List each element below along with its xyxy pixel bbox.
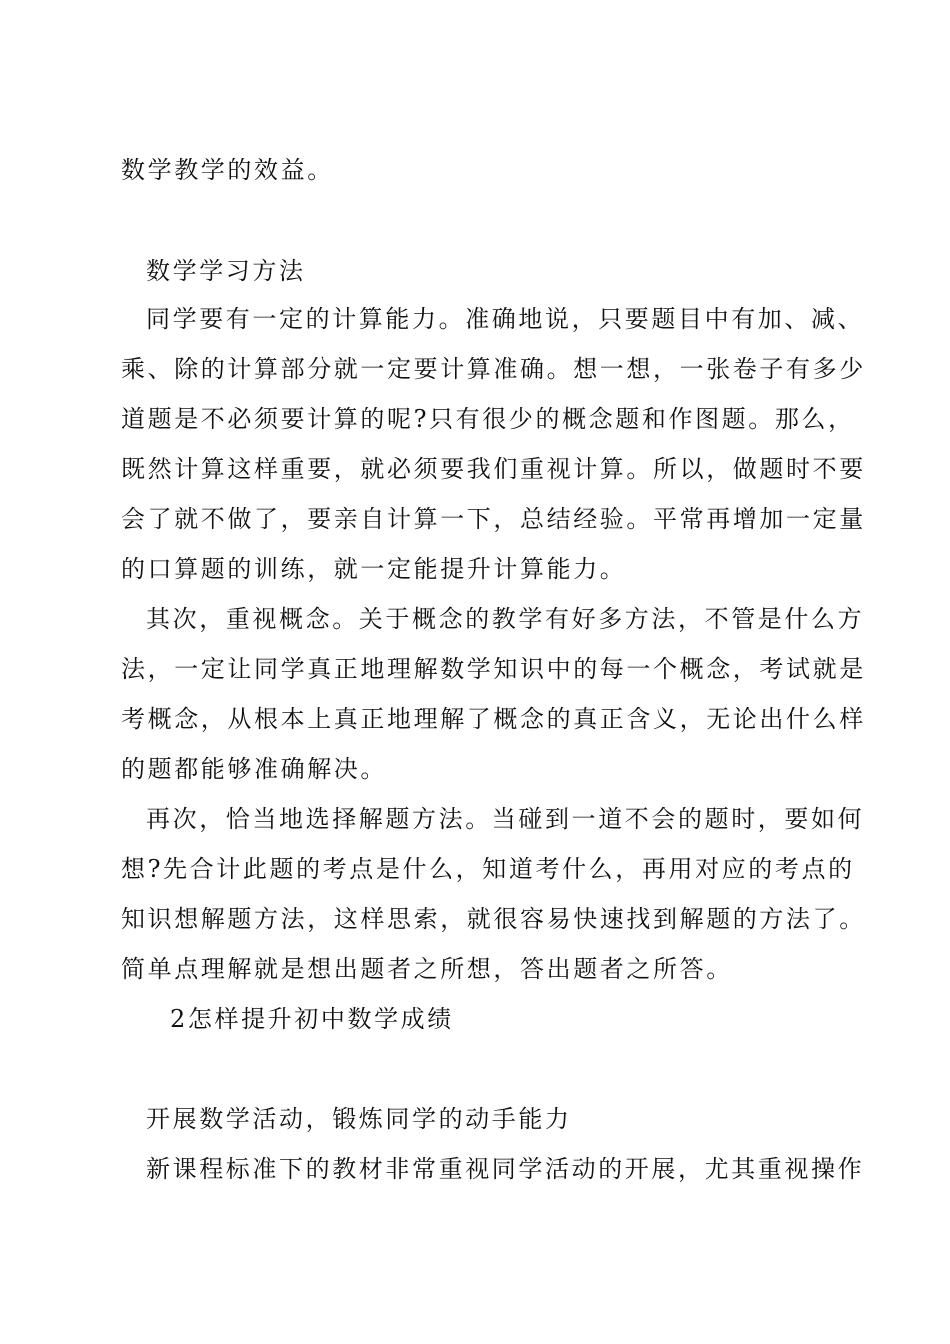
section-heading: 开展数学活动，锻炼同学的动手能力 <box>146 1105 572 1133</box>
paragraph-line: 道题是不必须要计算的呢?只有很少的概念题和作图题。那么， <box>121 405 855 433</box>
section-heading: 数学学习方法 <box>146 257 306 285</box>
paragraph-line: 考概念，从根本上真正地理解了概念的真正含义，无论出什么样 <box>121 705 866 733</box>
paragraph-line: 数学教学的效益。 <box>121 156 334 184</box>
paragraph-line: 新课程标准下的教材非常重视同学活动的开展，尤其重视操作 <box>146 1155 865 1183</box>
paragraph-line: 简单点理解就是想出题者之所想，答出题者之所答。 <box>121 955 733 983</box>
paragraph-line: 知识想解题方法，这样思索，就很容易快速找到解题的方法了。 <box>121 905 866 933</box>
section-heading: 2怎样提升初中数学成绩 <box>170 1005 454 1033</box>
paragraph-line: 会了就不做了，要亲自计算一下，总结经验。平常再增加一定量 <box>121 505 866 533</box>
paragraph-line: 同学要有一定的计算能力。准确地说，只要题目中有加、减、 <box>146 305 865 333</box>
paragraph-line: 既然计算这样重要，就必须要我们重视计算。所以，做题时不要 <box>121 455 866 483</box>
paragraph-line: 想?先合计此题的考点是什么，知道考什么，再用对应的考点的 <box>121 855 855 883</box>
paragraph-line: 乘、除的计算部分就一定要计算准确。想一想，一张卷子有多少 <box>121 355 866 383</box>
paragraph-line: 的口算题的训练，就一定能提升计算能力。 <box>121 555 627 583</box>
paragraph-line: 法，一定让同学真正地理解数学知识中的每一个概念，考试就是 <box>121 655 866 683</box>
paragraph-line: 的题都能够准确解决。 <box>121 755 387 783</box>
paragraph-line: 其次，重视概念。关于概念的教学有好多方法，不管是什么方 <box>146 605 865 633</box>
paragraph-line: 再次，恰当地选择解题方法。当碰到一道不会的题时，要如何 <box>146 805 865 833</box>
